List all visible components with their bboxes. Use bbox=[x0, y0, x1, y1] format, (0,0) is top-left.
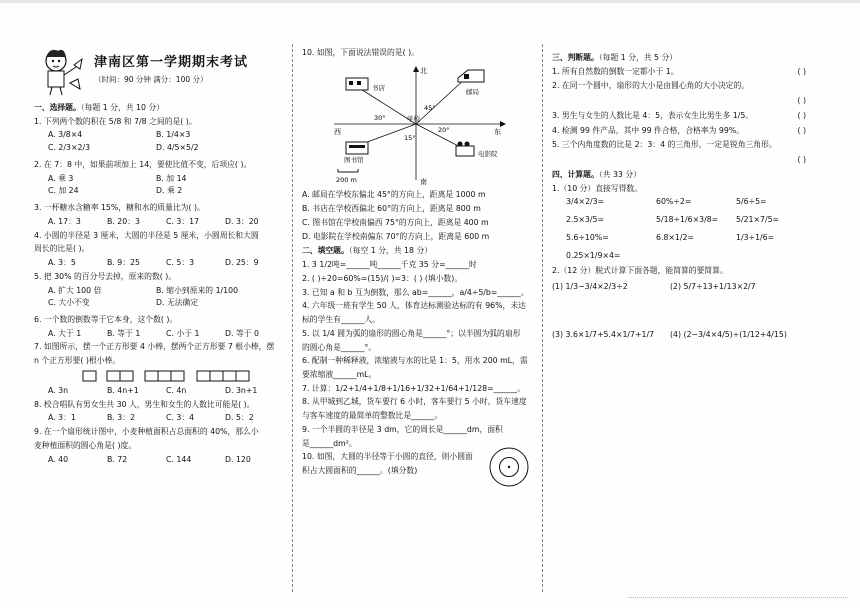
fill-6-cont: 要浓缩液______mL。 bbox=[302, 370, 377, 380]
judge-2 bbox=[552, 81, 812, 91]
option-a: A. 3：1 bbox=[48, 413, 76, 423]
direct-calc-item: 2.5×3/5= bbox=[566, 215, 605, 225]
direct-calc-grid bbox=[566, 197, 812, 260]
column-divider bbox=[542, 44, 543, 592]
question-9-stem-cont: 麦种植面积的圆心角是( )度。 bbox=[34, 440, 137, 450]
option-c: C. 4n bbox=[166, 385, 187, 395]
question-2-stem: 2. 在 7：8 中，如果前项加上 14，要使比值不变，后项应( )。 bbox=[34, 159, 252, 169]
step-calc-item: (4) (2−3/4×4/5)÷(1/12+4/15) bbox=[670, 329, 787, 339]
option-d: D. 25：9 bbox=[225, 258, 259, 268]
one-square-icon bbox=[82, 370, 98, 382]
fill-9: 9. 一个半圆的半径是 3 dm，它的周长是______dm，面积 bbox=[302, 424, 503, 434]
question-1-stem: 1. 下列两个数的积在 5/8 和 7/8 之间的是( )。 bbox=[34, 116, 197, 126]
exam-subtitle: （时间：90 分钟 满分：100 分） bbox=[94, 75, 208, 85]
option-c: C. 3：17 bbox=[166, 216, 200, 226]
three-squares-icon bbox=[144, 370, 188, 382]
cinema-icon bbox=[456, 146, 474, 156]
question-3-stem: 3. 一杯糖水含糖率 15%，糖和水的质量比为( )。 bbox=[34, 203, 205, 213]
option-c: C. 加 24 bbox=[48, 186, 79, 196]
judge-1-text: 1. 所有自然数的倒数一定都小于 1。 bbox=[552, 66, 679, 76]
option-a: A. 40 bbox=[48, 454, 69, 464]
school-label: 学校 bbox=[407, 114, 420, 123]
option-d: D. 5：2 bbox=[225, 413, 254, 423]
option-d: D. 3n+1 bbox=[225, 385, 258, 395]
option-b: B. 3：2 bbox=[107, 413, 136, 423]
step-calc-grid bbox=[552, 282, 812, 339]
question-3-options bbox=[48, 217, 284, 227]
option-c: C. 3：4 bbox=[166, 413, 195, 423]
option-a: A. 大于 1 bbox=[48, 328, 82, 338]
section-4-title: 四、计算题。 bbox=[552, 169, 599, 179]
question-5-options bbox=[48, 286, 284, 311]
option-a: A. 扩大 100 倍 bbox=[48, 285, 102, 295]
question-7-stem-cont: n 个正方形要( )根小棒。 bbox=[34, 356, 121, 366]
option-a: A. 乘 3 bbox=[48, 173, 74, 183]
option-b: B. 缩小到原来的 1/100 bbox=[156, 285, 239, 295]
answer-paren: ( ) bbox=[797, 66, 806, 76]
scan-artifact bbox=[628, 597, 848, 602]
judge-5 bbox=[552, 140, 812, 150]
question-4-stem: 4. 小圆的半径是 3 厘米，大圆的半径是 5 厘米，小圆周长和大圆 bbox=[34, 230, 259, 240]
direct-calc-item: 5/21×7/5= bbox=[736, 215, 780, 225]
judge-3 bbox=[552, 111, 812, 121]
section-4-header bbox=[552, 170, 812, 180]
option-b: B. 72 bbox=[107, 454, 128, 464]
east-label: 东 bbox=[494, 127, 501, 136]
fill-9-cont: 是______dm²。 bbox=[302, 438, 357, 448]
judge-4-text: 4. 检测 99 件产品，其中 99 件合格，合格率为 99%。 bbox=[552, 125, 745, 135]
fill-2: 2. ( )÷20=60%=(15)/( )=3：( ) (填小数)。 bbox=[302, 273, 463, 283]
fill-4-cont: 标的学生有______人。 bbox=[302, 315, 380, 325]
question-4-options bbox=[48, 258, 284, 268]
q10-option-b: B. 书店在学校西偏北 60°的方向上，距离是 800 m bbox=[302, 204, 481, 214]
direct-calc-item: 5.6÷10%= bbox=[566, 232, 609, 242]
direct-calc-item: 60%÷2= bbox=[656, 197, 692, 207]
column-2 bbox=[302, 48, 534, 480]
question-8-options bbox=[48, 413, 284, 423]
question-6-stem: 6. 一个数的倒数等于它本身，这个数( )。 bbox=[34, 315, 178, 325]
direct-calc-item: 5/18÷1/6×3/8= bbox=[656, 215, 719, 225]
option-d: D. 4/5×5/2 bbox=[156, 143, 199, 153]
option-b: B. 4n+1 bbox=[107, 385, 139, 395]
column-divider bbox=[292, 44, 293, 592]
step-calc-item: (3) 3.6×1/7+5.4×1/7+1/7 bbox=[552, 329, 655, 339]
question-6-options bbox=[48, 329, 284, 339]
option-b: B. 等于 1 bbox=[107, 328, 141, 338]
option-c: C. 144 bbox=[166, 454, 192, 464]
option-a: A. 3：5 bbox=[48, 258, 76, 268]
section-2-note: （每空 1 分，共 18 分） bbox=[348, 246, 433, 256]
answer-paren: ( ) bbox=[797, 155, 806, 165]
post-office-label: 邮局 bbox=[466, 87, 479, 96]
angle-20-label: 20° bbox=[438, 125, 450, 134]
library-label: 图书馆 bbox=[344, 155, 364, 164]
column-1 bbox=[34, 42, 284, 468]
calc-sub-1: 1.（10 分）直接写得数。 bbox=[552, 183, 643, 193]
step-calc-item: (1) 1/3−3/4×2/3÷2 bbox=[552, 282, 628, 292]
option-b: B. 加 14 bbox=[156, 173, 187, 183]
scan-edge bbox=[0, 0, 860, 3]
option-b: B. 1/4×3 bbox=[156, 130, 191, 140]
bookstore-label: 书店 bbox=[372, 83, 385, 92]
fill-1: 1. 3 1/2吨=______吨______千克 35 分=______时 bbox=[302, 260, 477, 270]
question-9-stem: 9. 在一个扇形统计图中，小麦种植面积占总面积的 40%，那么小 bbox=[34, 427, 259, 437]
question-7-options bbox=[48, 386, 284, 396]
answer-paren: ( ) bbox=[797, 110, 806, 120]
judge-2-paren-row bbox=[552, 96, 812, 106]
option-b: B. 20：3 bbox=[107, 216, 140, 226]
question-1-options bbox=[48, 130, 284, 155]
option-d: D. 120 bbox=[225, 454, 251, 464]
option-a: A. 3n bbox=[48, 385, 69, 395]
answer-paren: ( ) bbox=[797, 125, 806, 135]
q10-option-a: A. 邮局在学校东偏北 45°的方向上，距离是 1000 m bbox=[302, 190, 486, 200]
section-2-header bbox=[302, 246, 534, 256]
angle-15-label: 15° bbox=[404, 133, 416, 142]
section-3-note: （每题 1 分，共 5 分） bbox=[598, 53, 678, 62]
fill-8: 8. 从甲城到乙城，货车要行 6 小时，客车要行 5 小时，货车速度 bbox=[302, 397, 527, 407]
fill-10-cont: 积占大圆面积的______。(填分数) bbox=[302, 466, 418, 476]
question-7-stem: 7. 如图所示，摆一个正方形要 4 小棒，摆两个正方形要 7 根小棒，摆 bbox=[34, 342, 275, 352]
fill-8-cont: 与客车速度的最简单的整数比是______。 bbox=[302, 411, 443, 421]
option-c: C. 小于 1 bbox=[166, 328, 200, 338]
option-d: D. 乘 2 bbox=[156, 186, 183, 196]
section-3-header bbox=[552, 53, 812, 63]
judge-3-text: 3. 男生与女生的人数比是 4：5，表示女生比男生多 1/5。 bbox=[552, 110, 754, 120]
calc-sub-2: 2.（12 分）脱式计算下面各题，能简算的要简算。 bbox=[552, 266, 728, 276]
section-3-title: 三、判断题。 bbox=[552, 53, 599, 62]
north-label: 北 bbox=[420, 66, 427, 75]
q10-option-c: C. 图书馆在学校南偏西 75°的方向上，距离是 400 m bbox=[302, 217, 489, 227]
question-10-stem: 10. 如图，下面说法错误的是( )。 bbox=[302, 48, 420, 57]
direct-calc-item: 0.25×1/9×4= bbox=[566, 250, 621, 260]
section-2-title: 二、填空题。 bbox=[302, 246, 349, 256]
four-squares-icon bbox=[196, 370, 254, 382]
student-cartoon-icon bbox=[34, 43, 88, 97]
question-2-options bbox=[48, 174, 284, 199]
option-a: A. 17：3 bbox=[48, 216, 81, 226]
fill-4: 4. 六年级一班有学生 50 人，体育达标测验达标的有 96%，未达 bbox=[302, 301, 526, 311]
question-8-stem: 8. 校合唱队有男女生共 30 人，男生和女生的人数比可能是( )。 bbox=[34, 399, 255, 409]
fill-10-block bbox=[302, 452, 534, 475]
option-a: A. 3/8×4 bbox=[48, 130, 83, 140]
circles-figure bbox=[488, 446, 530, 488]
angle-45-label: 45° bbox=[424, 103, 436, 112]
option-d: D. 等于 0 bbox=[225, 328, 259, 338]
post-office-icon bbox=[458, 70, 484, 82]
west-label: 西 bbox=[334, 127, 341, 136]
option-c: C. 2/3×2/3 bbox=[48, 143, 91, 153]
section-1-title: 一、选择题。 bbox=[34, 103, 81, 112]
square-sticks-figure bbox=[82, 370, 284, 382]
fill-6: 6. 配制一种稀释液，浓缩液与水的比是 1：5，用水 200 mL，需 bbox=[302, 356, 528, 366]
option-d: D. 3：20 bbox=[225, 216, 259, 226]
q10-option-d: D. 电影院在学校南偏东 70°的方向上，距离是 600 m bbox=[302, 231, 490, 241]
fill-10: 10. 如图，大圆的半径等于小圆的直径，则小圆面 bbox=[302, 452, 473, 462]
option-c: C. 大小不变 bbox=[48, 298, 90, 308]
judge-5-paren-row bbox=[552, 155, 812, 165]
section-1-note: （每题 1 分，共 10 分） bbox=[80, 103, 165, 112]
option-d: D. 无法确定 bbox=[156, 298, 199, 308]
step-calc-item: (2) 5/7÷13+1/13×2/7 bbox=[670, 282, 756, 292]
option-b: B. 9：25 bbox=[107, 258, 140, 268]
exam-title: 津南区第一学期期末考试 bbox=[94, 55, 249, 71]
south-label: 南 bbox=[420, 177, 427, 186]
fill-5-cont: 的圆心角是______°。 bbox=[302, 342, 377, 352]
column-3 bbox=[552, 48, 812, 339]
direct-calc-item: 5/6÷5= bbox=[736, 197, 767, 207]
option-c: C. 5：3 bbox=[166, 258, 195, 268]
direct-calc-item: 6.8×1/2= bbox=[656, 232, 695, 242]
section-4-note: （共 33 分） bbox=[598, 169, 641, 179]
judge-5-text: 5. 三个内角度数的比是 2：3：4 的三角形，一定是锐角三角形。 bbox=[552, 140, 777, 150]
section-1-header bbox=[34, 103, 284, 113]
answer-paren: ( ) bbox=[797, 96, 806, 106]
question-5-stem: 5. 把 30% 的百分号去掉，原来的数( )。 bbox=[34, 271, 177, 281]
scale-label: 200 m bbox=[336, 175, 357, 184]
fill-5: 5. 以 1/4 圆为弧的扇形的圆心角是______°；以半圆为弧的扇形 bbox=[302, 328, 521, 338]
judge-1 bbox=[552, 67, 812, 77]
question-9-options bbox=[48, 455, 284, 465]
fill-3: 3. 已知 a 和 b 互为倒数，那么 ab=______，a/4÷5/b=______。 bbox=[302, 287, 529, 297]
question-4-stem-cont: 周长的比是( )。 bbox=[34, 244, 90, 254]
judge-2-text: 2. 在同一个圆中，扇形的大小是由圆心角的大小决定的。 bbox=[552, 81, 750, 91]
cinema-label: 电影院 bbox=[478, 149, 498, 158]
judge-4 bbox=[552, 126, 812, 136]
angle-30-label: 30° bbox=[374, 113, 386, 122]
fill-7: 7. 计算：1/2+1/4+1/8+1/16+1/32+1/64+1/128=______。 bbox=[302, 383, 525, 393]
two-squares-icon bbox=[106, 370, 136, 382]
direct-calc-item: 1/3÷1/6= bbox=[736, 232, 775, 242]
direction-map-figure bbox=[316, 64, 516, 186]
direct-calc-item: 3/4×2/3= bbox=[566, 197, 605, 207]
exam-header bbox=[34, 42, 284, 98]
